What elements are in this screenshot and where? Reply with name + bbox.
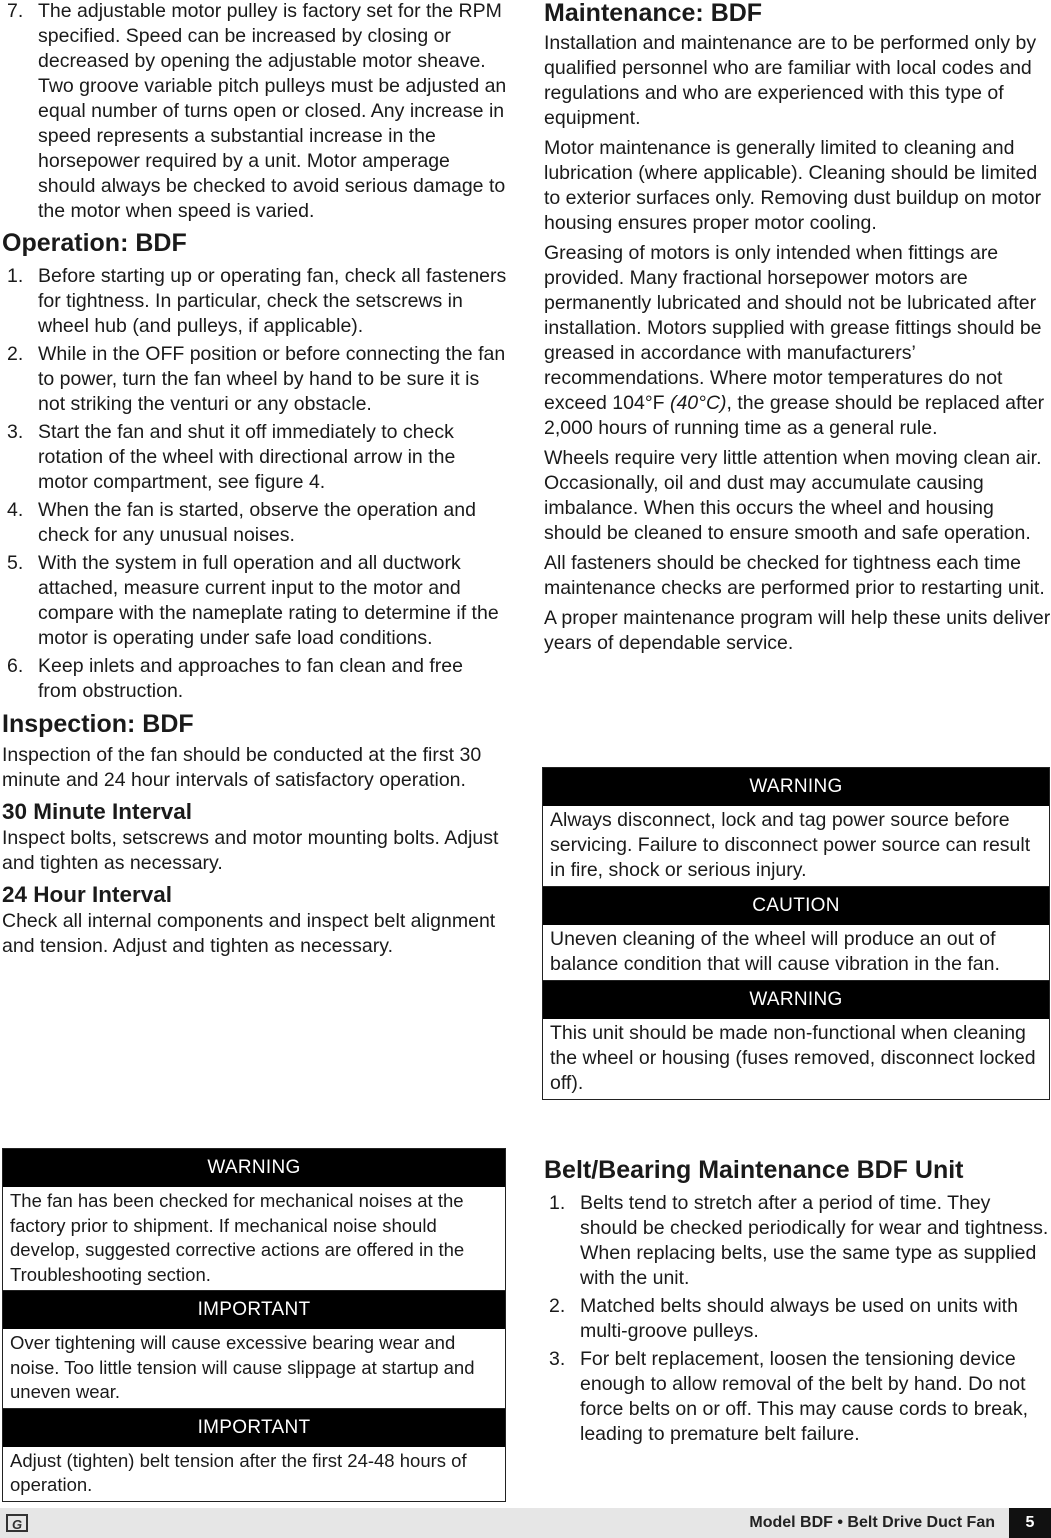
list-item: 1. Before starting up or operating fan, check all fasteners for tightness. In particular, check the setscrews in wheel hub (and pulleys, if applicable). [7,265,507,337]
list-item: 3. For belt replacement, loosen the tensioning device enough to allow removal of the belt by hand. Do not force belts on or off. This may cause cords to break, leading to premature belt failure. [549,1348,1028,1445]
maintenance-heading: Maintenance: BDF [544,0,763,27]
left-notice-box [2,1148,506,1502]
page-footer [0,1508,1051,1538]
operation-heading: Operation: BDF [2,229,187,257]
operation-list [2,264,507,704]
maintenance-paragraph: Greasing of motors is only intended when fittings are provided. Many fractional horsepower motors are permanently lubricated and should not be lubricated after installation. Motors supplied with grease fittings should be greased in accordance with manufacturers’ recommendations. Where motor temperatures do not exceed 104°F (40°C), the grease should be replaced after 2,000 hours of running time as a general rule. [544,242,1045,439]
warning-text: This unit should be made non-functional when cleaning the wheel or housing (fuses removed, disconnect locked off). [550,1022,1036,1094]
warning-header: WARNING [543,981,1049,1019]
maintenance-paragraph: All fasteners should be checked for tightness each time maintenance checks are performed prior to restarting unit. [544,552,1045,599]
brand-logo-icon: G [6,1514,28,1532]
interval-30-text: Inspect bolts, setscrews and motor mounting bolts. Adjust and tighten as necessary. [2,827,499,874]
warning-text: The fan has been checked for mechanical noises at the factory prior to shipment. If mechanical noise should develop, suggested corrective actions are offered in the Troubleshooting section. [3,1187,505,1291]
important-header: IMPORTANT [3,1291,505,1329]
list-item: 6. Keep inlets and approaches to fan clean and free from obstruction. [7,655,463,702]
inspection-heading: Inspection: BDF [2,710,194,738]
operation-list-continued [2,0,507,224]
list-item: 2. While in the OFF position or before connecting the fan to power, turn the fan wheel by hand to be sure it is not striking the venturi or any obstacle. [7,343,506,415]
left-column [2,0,507,964]
warning-text: Always disconnect, lock and tag power source before servicing. Failure to disconnect power source can result in fire, shock or serious injury. [543,806,1049,887]
warning-header: WARNING [3,1149,505,1187]
maintenance-paragraph: Motor maintenance is generally limited to cleaning and lubrication (where applicable). Cleaning should be limited to exterior surfaces only. Removing dust buildup on motor housing ensures proper motor cooling. [544,137,1042,234]
important-text: Over tightening will cause excessive bearing wear and noise. Too little tension will cause slippage at startup and uneven wear. [3,1329,505,1409]
important-text: Adjust (tighten) belt tension after the first 24-48 hours of operation. [10,1449,467,1495]
right-column [544,0,1051,661]
warning-header: WARNING [543,768,1049,806]
right-notice-box [542,767,1050,1100]
interval-24-heading: 24 Hour Interval [2,882,173,907]
list-item: 4. When the fan is started, observe the operation and check for any unusual noises. [7,499,476,546]
interval-24-text: Check all internal components and inspect belt alignment and tension. Adjust and tighten as necessary. [2,910,496,957]
belt-section [544,1154,1051,1450]
maintenance-paragraph: A proper maintenance program will help these units deliver years of dependable service. [544,607,1051,654]
interval-30-heading: 30 Minute Interval [2,799,193,824]
footer-model-title: Model BDF • Belt Drive Duct Fan [749,1514,995,1531]
maintenance-paragraph: Wheels require very little attention when moving clean air. Occasionally, oil and dust may accumulate causing imbalance. When this occurs the wheel and housing should be cleaned to ensure smooth and safe operation. [544,447,1042,544]
belt-list [544,1191,1051,1447]
important-header: IMPORTANT [3,1409,505,1447]
list-item: 2. Matched belts should always be used on units with multi-groove pulleys. [549,1295,1018,1342]
page-number: 5 [1009,1508,1051,1538]
maintenance-paragraph: Installation and maintenance are to be performed only by qualified personnel who are familiar with local codes and regulations and who are experienced with this type of equipment. [544,32,1037,129]
caution-header: CAUTION [543,887,1049,925]
caution-text: Uneven cleaning of the wheel will produce an out of balance condition that will cause vibration in the fan. [543,925,1049,981]
list-item: 7. The adjustable motor pulley is factory set for the RPM specified. Speed can be increased by closing or decreased by opening the adjustable motor sheave. Two groove variable pitch pulleys must be adjusted an equal number of turns open or closed. Any increase in speed represents a substantial increase in the horsepower required by a unit. Motor amperage should always be checked to avoid serious damage to the motor when speed is varied. [7,0,507,222]
belt-heading: Belt/Bearing Maintenance BDF Unit [544,1156,964,1184]
list-item: 3. Start the fan and shut it off immediately to check rotation of the wheel with directional arrow in the motor compartment, see figure 4. [7,421,456,493]
list-item: 1. Belts tend to stretch after a period of time. They should be checked periodically for wear and tightness. When replacing belts, use the same type as supplied with the unit. [549,1192,1049,1289]
inspection-intro: Inspection of the fan should be conducted at the first 30 minute and 24 hour intervals of satisfactory operation. [2,744,482,791]
list-item: 5. With the system in full operation and all ductwork attached, measure current input to the motor and compare with the nameplate rating to determine if the motor is operating under safe load conditions. [7,552,499,649]
